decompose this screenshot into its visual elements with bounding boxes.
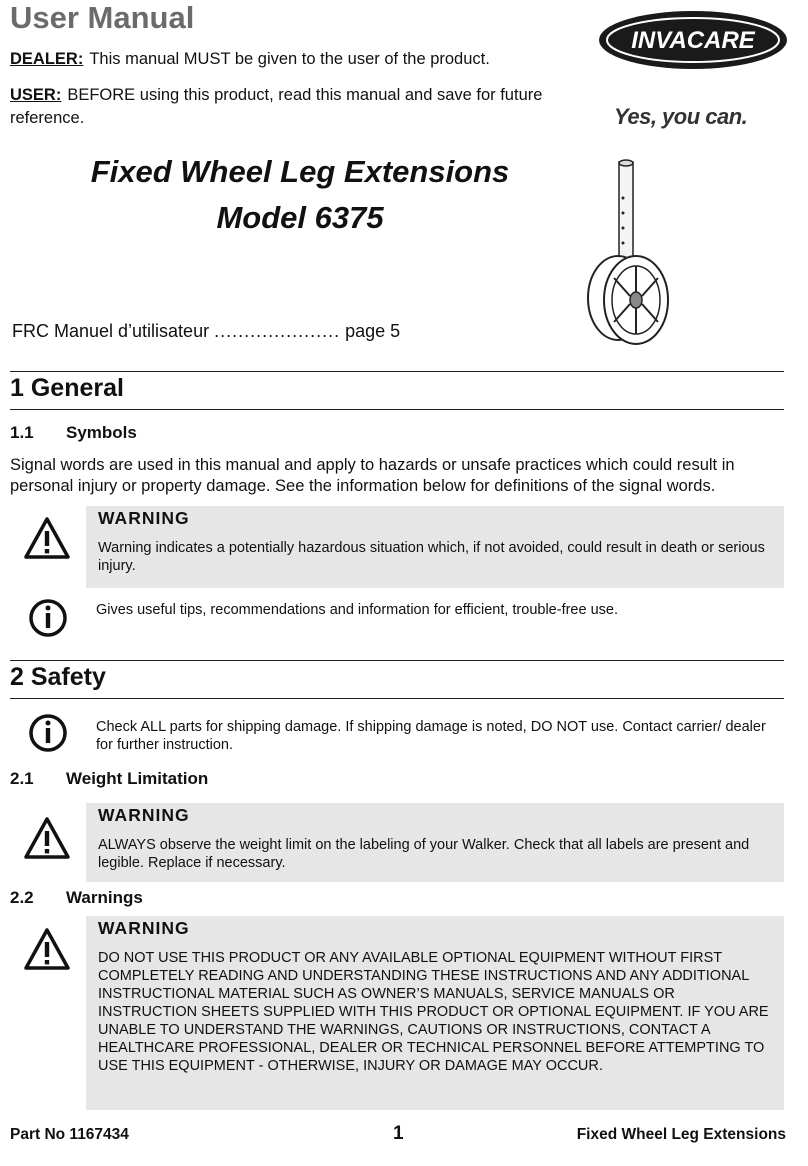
info-circle-icon [26, 711, 74, 757]
subsection-1-1-heading [10, 423, 137, 443]
logo-text: INVACARE [631, 27, 755, 54]
subsection-number: 1.1 [10, 423, 34, 442]
warning-title: WARNING [98, 508, 190, 528]
footer-part-number: Part No 1167434 [10, 1126, 129, 1143]
subsection-title: Weight Limitation [66, 769, 209, 788]
document-title: User Manual [10, 0, 195, 35]
tagline: Yes, you can. [614, 104, 748, 129]
user-text: BEFORE using this product, read this manual and save for future reference. [10, 86, 543, 127]
invacare-logo [598, 10, 788, 70]
section-1-heading: 1 General [10, 374, 124, 402]
subsection-number: 2.2 [10, 888, 34, 907]
warning-triangle-icon [23, 815, 71, 861]
warning-text: ALWAYS observe the weight limit on the labeling of your Walker. Check that all labels are present and legible. Replace if necessary. [98, 837, 750, 871]
warning-title: WARNING [98, 805, 190, 825]
section-2-heading: 2 Safety [10, 663, 106, 691]
footer-doc-name: Fixed Wheel Leg Extensions [576, 1126, 786, 1143]
subsection-title: Symbols [66, 423, 137, 442]
warning-triangle-icon [23, 515, 71, 561]
subsection-title: Warnings [66, 888, 143, 907]
weight-warning-box [86, 803, 784, 882]
dealer-label: DEALER: [10, 50, 84, 68]
toc-label: FRC Manuel d’utilisateur [12, 321, 210, 341]
warning-text: DO NOT USE THIS PRODUCT OR ANY AVAILABLE OPTIONAL EQUIPMENT WITHOUT FIRST COMPLETELY READING AND UNDERSTANDING THESE INSTRUCTIONS AND ANY ADDITIONAL INSTRUCTIONAL MATERIAL SUCH AS OWNER’S MANUALS, SERVICE MANUALS OR INSTRUCTION SHEETS SUPPLIED WITH THIS PRODUCT OR OPTIONAL EQUIPMENT. IF YOU ARE UNABLE TO UNDERSTAND THE WARNINGS, CAUTIONS OR INSTRUCTIONS, CONTACT A HEALTHCARE PROFESSIONAL, DEALER OR TECHNICAL PERSONNEL BEFORE ATTEMPTING TO USE THIS EQUIPMENT - OTHERWISE, INJURY OR DAMAGE MAY OCCUR. [98, 950, 769, 1074]
leg-extension-illustration [578, 158, 678, 348]
warning-triangle-icon [23, 926, 71, 972]
dealer-notice [10, 48, 590, 71]
section-divider [10, 371, 784, 372]
warning-text: Warning indicates a potentially hazardous situation which, if not avoided, could result in death or serious injury. [98, 540, 765, 574]
toc-dots: ..................... [214, 321, 341, 341]
info-circle-icon [26, 596, 74, 642]
toc-page: page 5 [345, 321, 401, 341]
info-note: Gives useful tips, recommendations and information for efficient, trouble-free use. [96, 602, 618, 618]
section-divider [10, 698, 784, 699]
warning-box [86, 506, 784, 588]
shipping-info-note: Check ALL parts for shipping damage. If shipping damage is noted, DO NOT use. Contact carrier/ dealer for further instruction. [96, 719, 766, 753]
dealer-text: This manual MUST be given to the user of the product. [89, 50, 490, 68]
footer-page-number: 1 [393, 1123, 404, 1144]
user-notice [10, 84, 590, 130]
user-label: USER: [10, 86, 62, 104]
product-title-line2: Model 6375 [216, 200, 384, 235]
section-divider [10, 660, 784, 661]
subsection-2-2-heading [10, 888, 143, 908]
product-title-line1: Fixed Wheel Leg Extensions [90, 154, 510, 189]
toc-french-manual [12, 321, 400, 342]
section-divider [10, 409, 784, 410]
warning-title: WARNING [98, 918, 190, 938]
general-warning-box [86, 916, 784, 1110]
symbols-intro: Signal words are used in this manual and apply to hazards or unsafe practices which could result in personal injury or property damage. See the information below for definitions of the signal words. [10, 456, 735, 495]
subsection-2-1-heading [10, 769, 208, 789]
subsection-number: 2.1 [10, 769, 34, 788]
